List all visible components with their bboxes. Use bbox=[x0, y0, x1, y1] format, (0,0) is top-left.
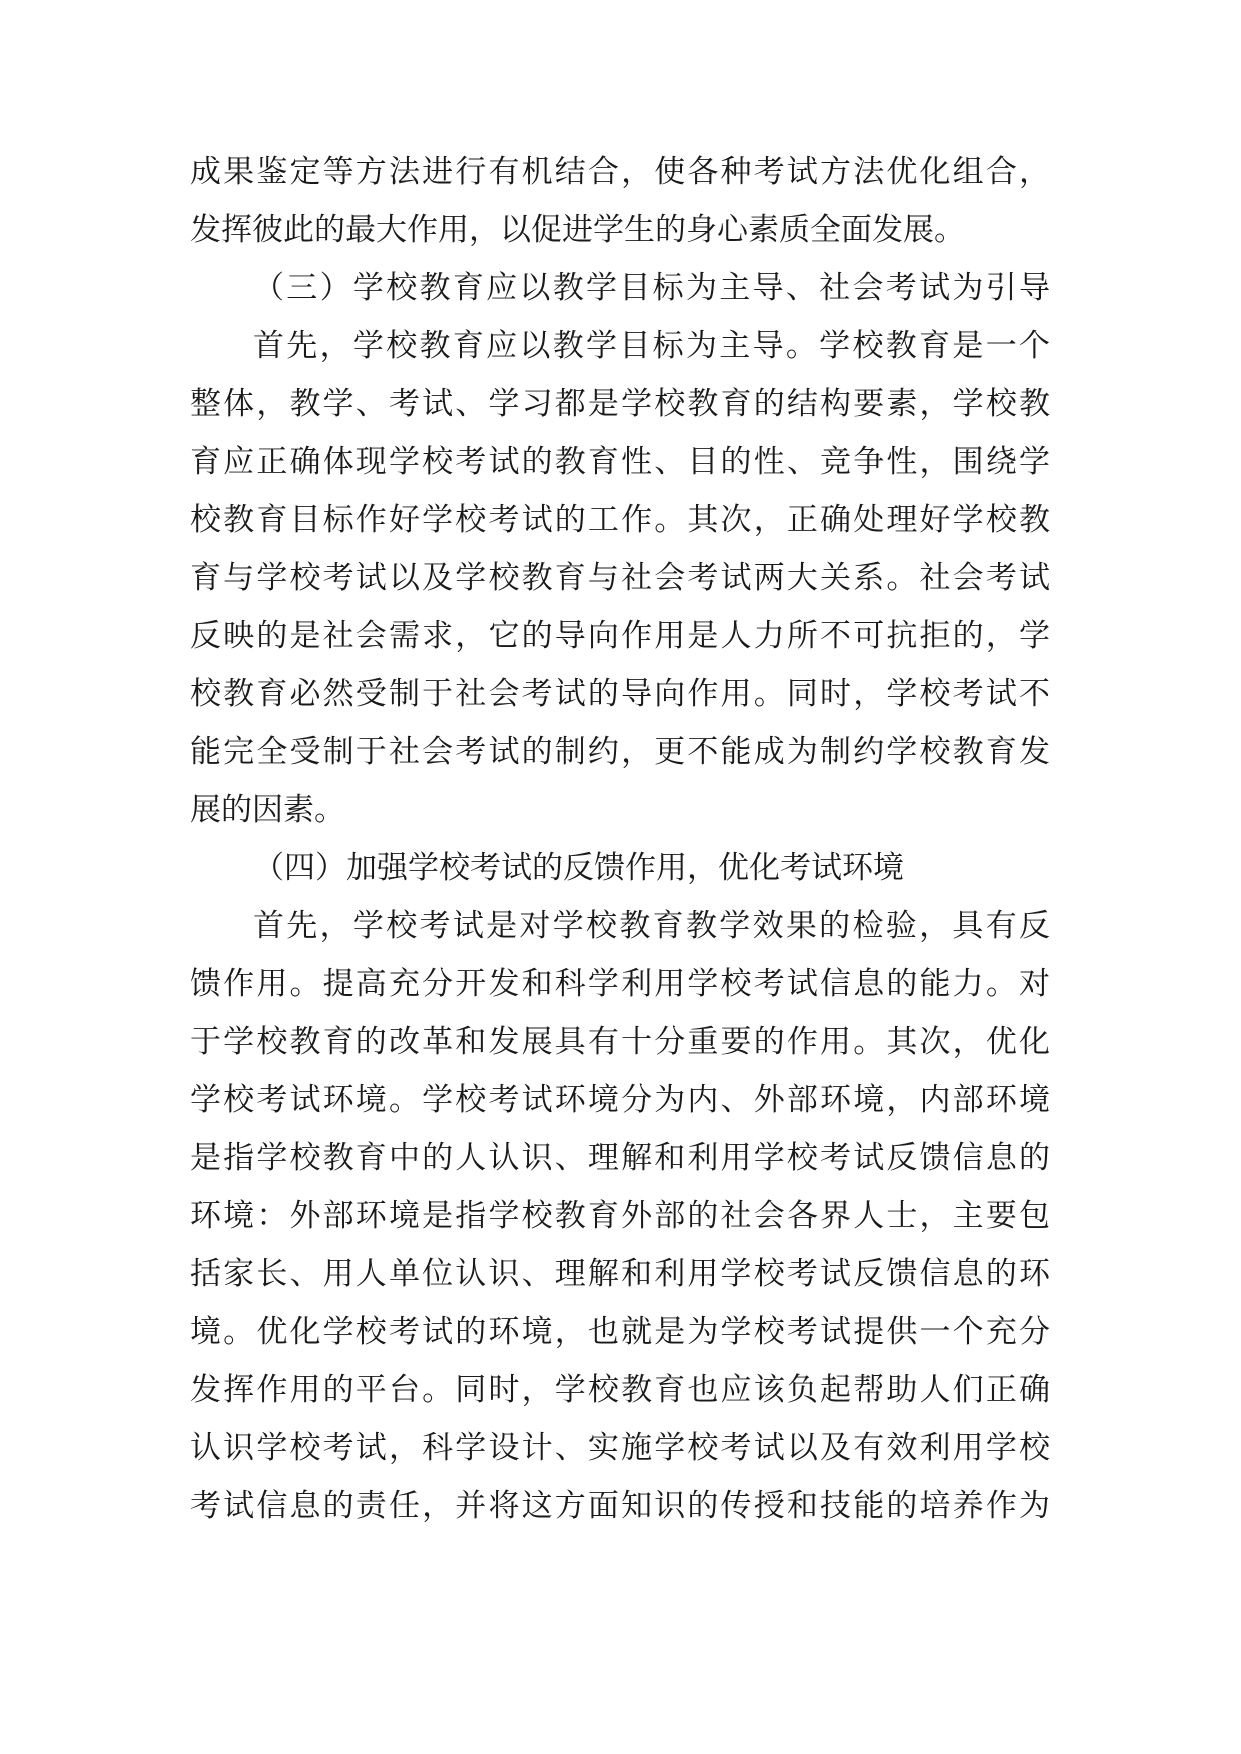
text-line: 于学校教育的改革和发展具有十分重要的作用。其次，优化 bbox=[190, 1024, 1050, 1060]
text-line: 认识学校考试，科学设计、实施学校考试以及有效利用学校 bbox=[190, 1430, 1050, 1466]
text-line: 校教育必然受制于社会考试的导向作用。同时，学校考试不 bbox=[190, 676, 1050, 712]
text-line: 整体，教学、考试、学习都是学校教育的结构要素，学校教 bbox=[190, 386, 1050, 422]
text-line: 括家长、用人单位认识、理解和利用学校考试反馈信息的环 bbox=[190, 1256, 1050, 1292]
text-line: 馈作用。提高充分开发和科学利用学校考试信息的能力。对 bbox=[190, 966, 1050, 1002]
text-line: 考试信息的责任，并将这方面知识的传授和技能的培养作为 bbox=[190, 1488, 1050, 1524]
text-line: 环境：外部环境是指学校教育外部的社会各界人士，主要包 bbox=[190, 1198, 1050, 1234]
text-line: 发挥彼此的最大作用，以促进学生的身心素质全面发展。 bbox=[190, 212, 965, 248]
text-line: 是指学校教育中的人认识、理解和利用学校考试反馈信息的 bbox=[190, 1140, 1050, 1176]
text-line: 学校考试环境。学校考试环境分为内、外部环境，内部环境 bbox=[190, 1082, 1050, 1118]
section-heading-4: （四）加强学校考试的反馈作用，优化考试环境 bbox=[253, 850, 904, 886]
text-line: 境。优化学校考试的环境，也就是为学校考试提供一个充分 bbox=[190, 1314, 1050, 1350]
text-line: 校教育目标作好学校考试的工作。其次，正确处理好学校教 bbox=[190, 502, 1050, 538]
text-line: 育与学校考试以及学校教育与社会考试两大关系。社会考试 bbox=[190, 560, 1050, 596]
text-line: 发挥作用的平台。同时，学校教育也应该负起帮助人们正确 bbox=[190, 1372, 1050, 1408]
section-heading-3: （三）学校教育应以教学目标为主导、社会考试为引导 bbox=[253, 270, 1050, 306]
text-line: 成果鉴定等方法进行有机结合，使各种考试方法优化组合， bbox=[190, 154, 1050, 190]
paragraph-start-line: 首先，学校教育应以教学目标为主导。学校教育是一个 bbox=[253, 328, 1050, 364]
text-line: 反映的是社会需求，它的导向作用是人力所不可抗拒的，学 bbox=[190, 618, 1050, 654]
text-line: 展的因素。 bbox=[190, 792, 345, 828]
paragraph-start-line: 首先，学校考试是对学校教育教学效果的检验，具有反 bbox=[253, 908, 1050, 944]
text-line: 能完全受制于社会考试的制约，更不能成为制约学校教育发 bbox=[190, 734, 1050, 770]
text-line: 育应正确体现学校考试的教育性、目的性、竞争性，围绕学 bbox=[190, 444, 1050, 480]
